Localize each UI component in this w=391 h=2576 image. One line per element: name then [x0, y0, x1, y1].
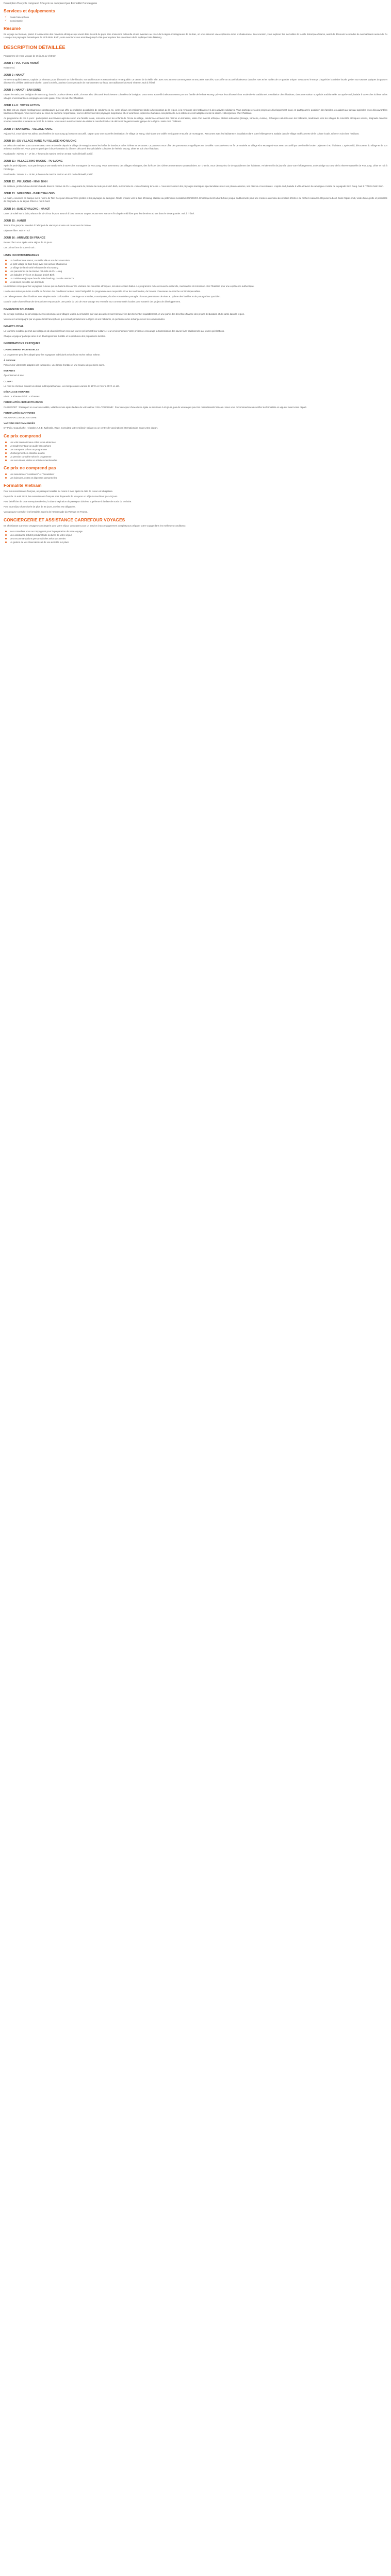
paragraph: Ce voyage contribue au développement économique des villages visités. Les familles qui vous accueillent sont rémunérées directement et équitablement, et une partie des bénéfices finance des projets d'éducation et de santé dans la région.	[4, 312, 245, 315]
paragraph: L'ordre des visites peut être modifié en fonction des conditions locales, mais l'intégralité du programme sera respectée. Pour les randonnées, de bonnes chaussures de marche sont indispensables.	[4, 290, 201, 293]
day-title: JOUR 16 : ARRIVÉE EN FRANCE	[4, 236, 45, 240]
impact-text	[4, 330, 387, 338]
day-paragraph: Retour chez vous après votre séjour de 16 jours.	[4, 241, 53, 244]
impact-heading: IMPACT LOCAL	[4, 325, 24, 328]
day-title: JOUR 1 : VOL VERS HANOÏ	[4, 61, 39, 65]
programme-heading: DESCRIPTION DÉTAILLÉE	[4, 44, 66, 50]
list-item: Les boissons, extras et dépenses personnelles	[4, 476, 387, 480]
list-item: Les transports prévus au programme	[4, 448, 387, 451]
day-paragraph: En début de matinée, vous commencerez une randonnée depuis le village de Hang à travers les forêts de bambous et les rizières en terrasses. Le parcours vous offre des panoramas magnifiques sur la vallée. Vous arriverez en fin de matinée au village Kho Muong où vous serez accueilli par une famille locale. Déjeuner chez l'habitant. L'après-midi, découverte du village et de son artisanat traditionnel. Vous pourrez participer à la préparation du dîner et découvrir les spécialités culinaires de l'ethnie Muong. Dîner et nuit chez l'habitant.	[4, 144, 387, 150]
day-paragraph: Le matin, excursion en barque sur la rivière de Tam Coc pour découvrir les grottes et les paysages de la région. Route ensuite vers la baie d'Halong, classée au patrimoine mondial de l'UNESCO. Embarquement à bord d'une jonque traditionnelle pour une croisière au milieu des milliers d'îlots et de rochers calcaires. Déjeuner à bord. Dans l'après-midi, visite d'une grotte et possibilité de baignade ou de kayak. Dîner et nuit à bord.	[4, 197, 387, 203]
info-title: ENFANTS	[4, 370, 15, 373]
page	[0, 0, 391, 544]
day-title: JOUR 14 : BAIE D'HALONG - HANOÏ	[4, 207, 50, 211]
paragraph: Vous pouvez consulter les formalités auprès de l'ambassade du Vietnam en France.	[4, 511, 88, 514]
day-paragraph: Au programme de ces 5 jours : participation aux travaux agricoles avec une famille locale, rencontre avec les enfants de l'école du village, randonnée à travers les rizières en terrasses, visite d'un marché ethnique, ateliers artisanaux (tissage, vannerie, cuisine), échanges culturels avec les habitants, randonnée vers les villages de minorités ethniques voisins, baignade dans les sources naturelles et détente au bord de la rivière. Vous aurez aussi l'occasion de visiter le marché local et de découvrir la gastronomie typique de la région. Nuits chez l'habitant.	[4, 117, 387, 123]
prix-ne-comprend-heading: Ce prix ne comprend pas	[4, 465, 56, 470]
info-text: Hiver : + 6 heures / Été : + 5 heures	[4, 395, 40, 398]
programme-days	[4, 62, 387, 250]
dimension-text	[4, 313, 387, 321]
info-text: AUCUN VACCIN OBLIGATOIRE	[4, 416, 37, 419]
day-paragraph: Randonnée : Niveau 2 – 15 km, 6 heures de marche environ et 400 m de dénivelé positif.	[4, 173, 93, 176]
list-item: La bouillonnante Hanoï, sa vieille ville et son lac Hoan Kiem	[4, 259, 387, 262]
list-item: Des recommandations personnalisées selon vos envies	[4, 537, 387, 540]
service-item: ✓ Conciergerie	[4, 19, 387, 23]
paragraph: Dans le cadre d'une démarche de tourisme responsable, une partie du prix de votre voyage est reversée aux communautés locales pour soutenir des projets de développement.	[4, 300, 181, 303]
day-paragraph: Départ le matin pour la région de Ban Sung, dans la province de Hoa Binh, où vous allez découvrir les richesses culturelles de la région. Vous serez accueilli chaleureusement par une famille de l'ethnie Muong qui vous fera découvrir leur mode de vie traditionnel. Installation chez l'habitant, dans une maison sur pilotis traditionnelle. En après-midi, balade à travers les rizières et les villages environnants en compagnie de votre guide. Dîner et nuit chez l'habitant.	[4, 93, 387, 99]
day-paragraph: Arrivée tranquille à Hanoï, capitale du Vietnam, pour découvrir sa riche histoire, son architecture et son animation remarquable. Le centre de la vieille ville, avec ses 36 rues commerçantes et ses petits marchés, vous offre un accueil chaleureux dans les rues et les ruelles de ce quartier unique. Vous aurez le temps d'apprécier la cuisine locale, goûter aux saveurs typiques du pays et découvrir la célèbre cérémonie du thé. Dans la soirée, assistez à un spectacle de marionnettes sur l'eau, art traditionnel du Nord Vietnam. Nuit à l'hôtel.	[4, 78, 387, 84]
dimension-heading: DIMENSION SOLIDAIRE	[4, 308, 35, 311]
info-text: PASSEPORT : Passeport en cours de validité, valable 6 mois après la date de votre retour. VISA TOURISME : Pour un séjour d'une durée égale ou inférieure à 45 jours, pas de visa requis pour les ressortissants français. Nous vous recommandons de vérifier les formalités en vigueur avant votre départ.	[4, 405, 307, 409]
paragraph: Pour tout séjour d'une durée de plus de 45 jours, un visa est obligatoire.	[4, 505, 76, 509]
list-item: L'encadrement par un guide francophone	[4, 444, 387, 448]
incontournables-list	[4, 259, 387, 284]
list-item: Le village de la minorité ethnique de Kho Muong	[4, 266, 387, 269]
paragraph: Pour les ressortissants français, un passeport valable au moins 6 mois après la date de retour est obligatoire.	[4, 489, 113, 493]
list-item: La pension complète selon le programme	[4, 455, 387, 459]
info-title: CHANGEMENT INDIVIDUELLE	[4, 349, 40, 352]
info-title: DÉCALAGE HORAIRE	[4, 391, 30, 394]
day-paragraph: Après le petit-déjeuner, vous partirez pour une randonnée à travers les montagnes de Pu Luong. Vous traverserez des villages ethniques, des forêts et des rizières en terrasses spectaculaires. En chemin, vous découvrirez la vie quotidienne des habitants. Arrivée en fin de journée dans votre hébergement, un écolodge au cœur de la réserve naturelle de Pu Luong. Dîner et nuit à l'écolodge.	[4, 164, 387, 171]
paragraph: Depuis le 15 août 2023, les ressortissants français sont dispensés de visa pour un séjour n'excédant pas 45 jours.	[4, 495, 118, 498]
header-title: Description Du cycle comprend / Ce prix ne comprend pas Formalité Conciergerie	[4, 2, 97, 5]
day-paragraph: Lever de soleil sur la baie, séance de tai-chi sur le pont. Brunch à bord et retour au port. Route vers Hanoï et fin d'après-midi libre pour les derniers achats dans le vieux quartier. Nuit à l'hôtel.	[4, 212, 194, 215]
notes	[4, 285, 387, 304]
paragraph: Vous serez accompagné par un guide local francophone qui connaît parfaitement la région et ses habitants, et qui facilitera les échanges avec les communautés.	[4, 317, 166, 320]
list-item: L'extension possible sur demande	[4, 280, 387, 284]
conciergerie-heading: CONCIERGERIE ET ASSISTANCE CARREFOUR VOYAGES	[4, 517, 125, 522]
services-heading: Services et équipements	[4, 8, 55, 14]
list-item: Les assurances "Assistance" et "Annulation"	[4, 472, 387, 476]
list-item: La gestion de vos réservations et de vos activités sur place	[4, 540, 387, 544]
conciergerie-list	[4, 530, 387, 544]
info-title: FORMALITÉS SANITAIRES	[4, 412, 36, 415]
list-item: L'hébergement en chambre double	[4, 451, 387, 455]
day-paragraph: En matinée, profitez d'une dernière balade dans la réserve de Pu Luong avant de prendre la route pour Ninh Binh, surnommée la « baie d'Halong terrestre ». Vous découvrirez des paysages karstiques spectaculaires avec ses pitons calcaires, ses rizières et ses rivières. L'après-midi, balade à vélo à travers la campagne et visite de la pagode Bich Dong. Nuit à l'hôtel à Ninh Binh.	[4, 185, 384, 188]
day-title: JOUR 10 : DU VILLAGE HANG AU VILLAGE KHO MUONG	[4, 139, 77, 143]
paragraph: Les hébergements chez l'habitant sont simples mais confortables : couchage sur matelas, moustiquaire, douche et sanitaires partagés. Ils vous permettront de vivre au rythme des familles et de partager leur quotidien.	[4, 295, 221, 298]
list-item: Une assistance 24h/24 pendant toute la durée de votre séjour	[4, 533, 387, 537]
resume-paragraph: En voyage au Vietnam, partez à la rencontre des minorités ethniques qui vivent dans le nord du pays. Une immersion culturelle et une aventure au cœur de la région montagneuse de Sa Bac, où vous aimerez une expérience riche et chaleureuse. En excursion, vous explorez les merveilles de la ville historique d'Hanoi, avant de découvrir les rondes de nos habitants autour de Pu Luong et les paysages fantastiques de Ninh Binh. Enfin, votre aventure vous emmène jusqu'à côté pour explorer les splendeurs de la mythique baie d'Halong.	[4, 33, 387, 39]
list-item: Nos conseillers vous accompagnent pour la préparation de votre voyage	[4, 530, 387, 533]
paragraph: Le tourisme solidaire permet aux villageois de diversifier leurs revenus tout en préservant leur culture et leur environnement. Votre présence encourage la transmission des savoir-faire traditionnels aux jeunes générations.	[4, 329, 225, 332]
list-item: Les vols internationaux et les taxes aériennes	[4, 440, 387, 444]
day-paragraph: De Bac est une région montagneuse spectaculaire qui vous offre de multiples possibilités de randonnées. Ici, votre séjour est entièrement dédié à l'exploration de la région, à la rencontre des habitants et à des activités solidaires. Vous participerez à des projets de développement local, en partageant le quotidien des familles, en aidant aux travaux agricoles et en découvrant les traditions ethniques. Vous serez ainsi au cœur du tourisme responsable, tout en découvrant des paysages majestueux et en vivant une expérience humaine exceptionnelle. Les activités seront adaptées selon la saison. Hébergement chez l'habitant.	[4, 108, 387, 115]
day-title: JOUR 11 : VILLAGE KHO MUONG - PU LUONG	[4, 160, 63, 163]
programme-intro: Programme de votre voyage de 16 jours au Vietnam	[4, 54, 56, 57]
formalite-heading: Formalité Vietnam	[4, 482, 42, 488]
resume-heading: Résumé	[4, 26, 21, 31]
day-paragraph: Nuit en vol.	[4, 66, 15, 69]
prix-comprend-list	[4, 440, 387, 462]
service-item: ✓ Guide francophone	[4, 15, 387, 19]
day-paragraph: Temps libre jusqu'au transfert à l'aéroport de Hanoï pour votre vol retour vers la France.	[4, 224, 92, 227]
info-text: Le nord du Vietnam connaît un climat subtropical humide. Les températures varient de 15°C en hiver à 35°C en été.	[4, 384, 120, 387]
info-text: DT Polio, Coqueluche, Hépatites A & B, Typhoïde, Rage. Consultez votre médecin traitant ou un centre de vaccinations internationales avant votre départ.	[4, 427, 158, 430]
day-title: JOUR 3 : HANOÏ - BAN SUNG	[4, 89, 41, 92]
day-paragraph: Aujourd'hui, vous faites vos adieux aux familles de Ban Sung qui vous ont accueilli. Départ pour une nouvelle destination : le village de Hang, situé dans une vallée verdoyante entourée de montagnes. Rencontre avec les habitants et installation dans votre hébergement. Balade dans le village et découverte de la culture locale. Dîner et nuit chez l'habitant.	[4, 132, 360, 135]
conciergerie-intro: En choisissant Carrefour Voyages Conciergerie pour votre séjour, vous optez pour un service d'accompagnement complet pour préparer votre voyage dans les meilleures conditions :	[4, 524, 186, 527]
day-paragraph: Randonnée : Niveau 2 – 17 km, 7 heures de marche environ et 500 m de dénivelé positif.	[4, 152, 93, 156]
info-text: Âge minimum 8 ans.	[4, 374, 25, 377]
info-title: VACCINS RECOMMANDÉS	[4, 422, 36, 426]
list-item: La croisière en jonque dans la baie d'Halong, classée UNESCO	[4, 277, 387, 280]
day-title: JOUR 12 : PU LUONG - NINH BINH	[4, 180, 48, 184]
infos-list	[4, 349, 387, 430]
day-title: JOUR 9 : BAN SUNG - VILLAGE HANG	[4, 127, 53, 131]
day-paragraph: Les points forts de votre circuit :	[4, 246, 36, 249]
list-item: Les panoramas de la réserve naturelle de Pu Luong	[4, 269, 387, 273]
list-item: Les balades à vélo et en barque à Ninh Binh	[4, 273, 387, 277]
services-list	[4, 15, 387, 23]
paragraph: Pour bénéficier de cette exemption de visa, la date d'expiration du passeport doit être supérieure à la date de sortie du territoire.	[4, 500, 132, 503]
info-title: FORMALITÉS ADMINISTRATIVES	[4, 401, 43, 404]
list-item: Le petit village de Ban Sung avec son accueil chaleureux	[4, 262, 387, 266]
paragraph: Chaque voyageur participe ainsi à un développement durable et respectueux des populations locales.	[4, 335, 106, 338]
info-text: Le programme peut être adapté pour les voyageurs individuels selon leurs envies et leur rythme.	[4, 353, 101, 356]
info-title: CLIMAT	[4, 380, 13, 383]
formalite-text	[4, 490, 387, 514]
day-title: JOUR 15 : HANOÏ	[4, 219, 26, 223]
day-title: JOUR 2 : HANOÏ	[4, 74, 25, 77]
info-text: Prévoir des vêtements adaptés à la randonnée, une lampe frontale et une trousse de premiers soins.	[4, 363, 105, 366]
day-title: JOUR 4 à 8 : VOTRE ACTION	[4, 104, 41, 107]
incontournables-heading: LISTE INCONTOURNABLES	[4, 253, 39, 257]
day-title: JOUR 13 : NINH BINH - BAIE D'HALONG	[4, 192, 55, 196]
paragraph: Un itinéraire conçu pour les voyageurs curieux qui souhaitent découvrir le Vietnam des minorités ethniques, loin des sentiers battus. Le programme mêle découverte culturelle, randonnées et immersion chez l'habitant pour une expérience authentique.	[4, 284, 255, 287]
info-title: À SAVOIR	[4, 359, 15, 362]
prix-comprend-heading: Ce prix comprend	[4, 433, 41, 438]
infos-heading: INFORMATIONS PRATIQUES	[4, 342, 40, 346]
day-paragraph: Déjeuner libre. Nuit en vol.	[4, 229, 30, 232]
list-item: Les excursions, visites et activités mentionnées	[4, 459, 387, 462]
prix-ne-comprend-list	[4, 472, 387, 480]
